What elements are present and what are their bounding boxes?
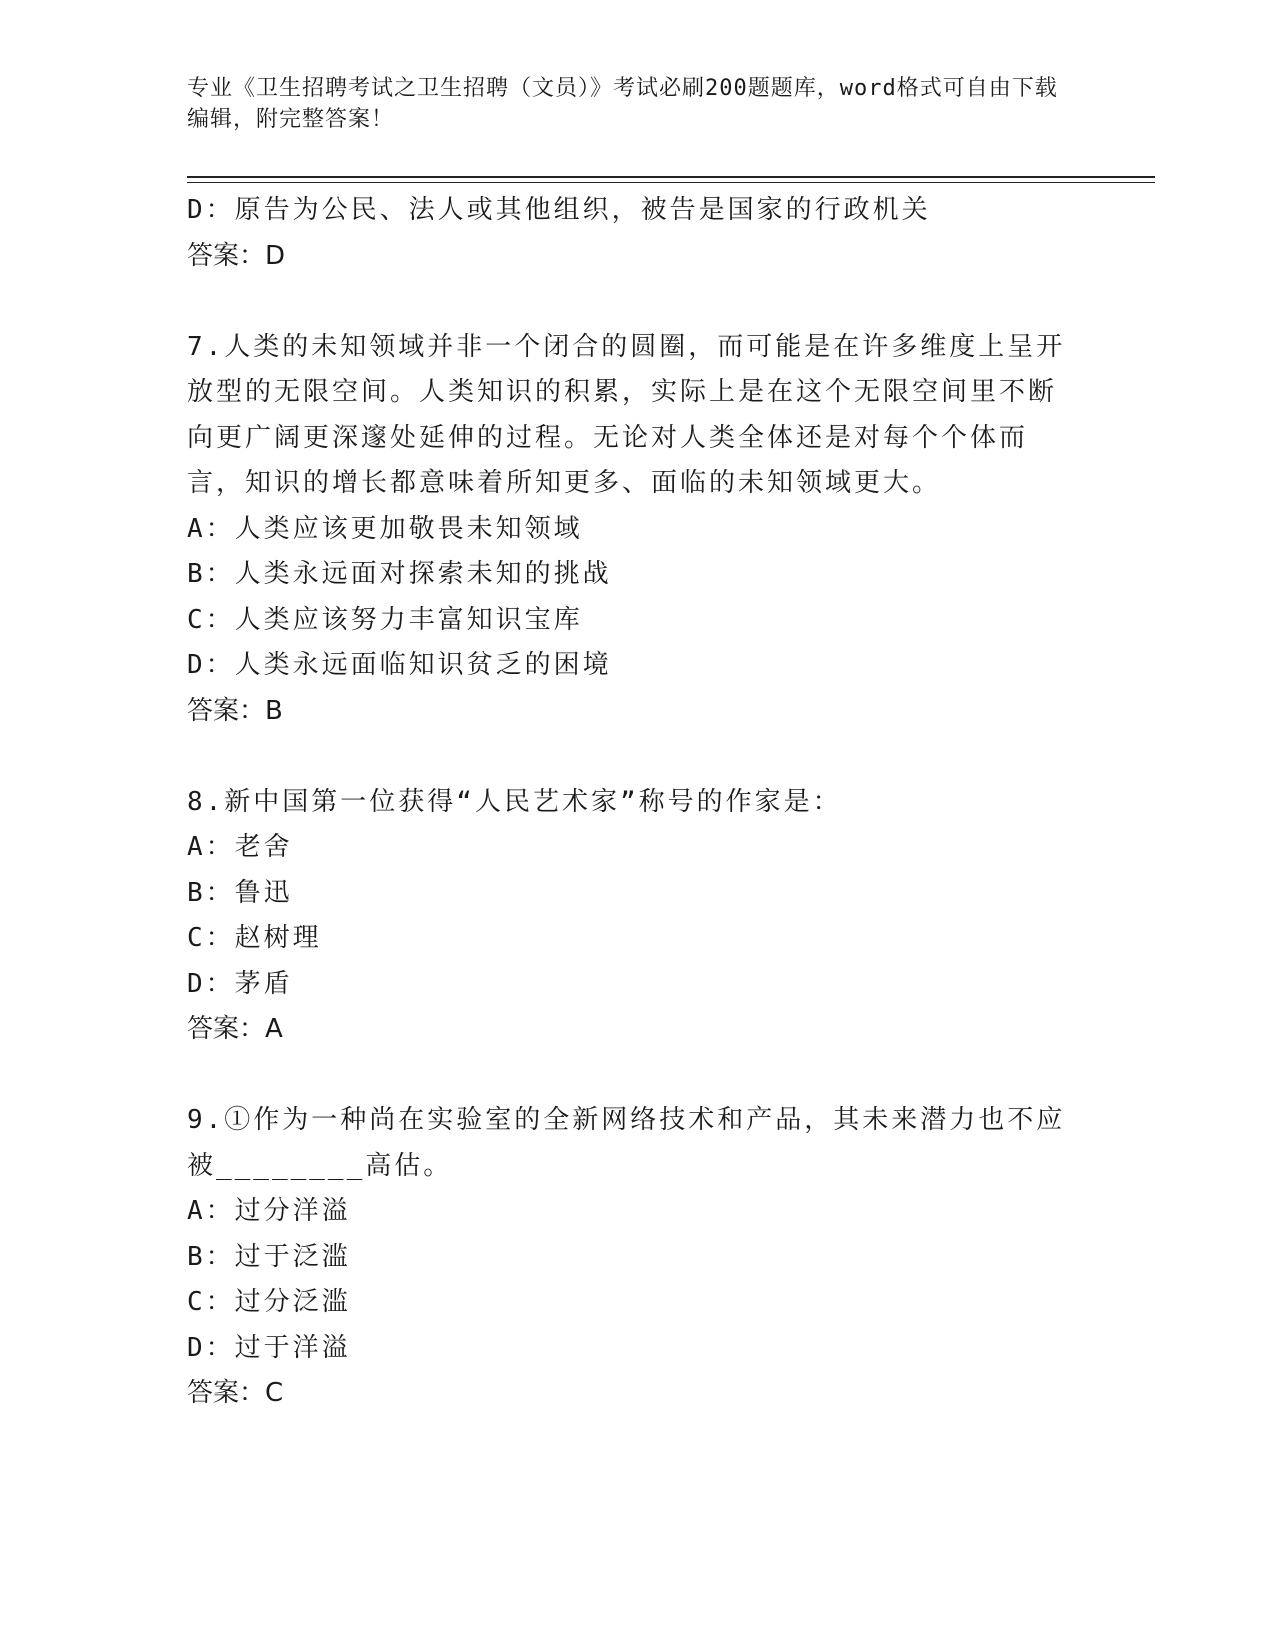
option-c: C：过分泛滥 [187,1287,351,1317]
option-d: D：茅盾 [187,968,293,999]
spacer [187,1053,1067,1099]
option-a: A：过分洋溢 [187,1196,351,1226]
question-stem: 9.①作为一种尚在实验室的全新网络技术和产品，其未来潜力也不应被________高估。 [187,1105,1066,1181]
option-c: C：赵树理 [187,923,322,953]
answer-value: D [265,240,286,271]
question-9 [187,1098,1067,1417]
option-d: D：过于洋溢 [187,1332,351,1363]
header-divider-thick [187,176,1155,178]
question-stem: 7.人类的未知领域并非一个闭合的圆圈，而可能是在许多维度上呈开放型的无限空间。人类知识的积累，实际上是在这个无限空间里不断向更广阔更深邃处延伸的过程。无论对人类全体还是对每个个体而言，知识的增长都意味着所知更多、面临的未知领域更大。 [187,331,1066,498]
header-divider-thin [187,182,1155,183]
answer-value: B [265,695,283,726]
option-b: B：过于泛滥 [187,1241,351,1272]
question-7 [187,325,1067,735]
answer-label: 答案： [187,1378,266,1408]
answer-line [187,1371,1067,1417]
answer-value: C [265,1378,284,1408]
answer-label: 答案： [187,1014,266,1044]
option-d: D：原告为公民、法人或其他组织，被告是国家的行政机关 [187,195,931,225]
answer-value: A [265,1014,283,1044]
spacer [187,279,1067,325]
question-8 [187,780,1067,1053]
option-d: D：人类永远面临知识贫乏的困境 [187,650,612,680]
question-stem: 8.新中国第一位获得“人民艺术家”称号的作家是： [187,786,842,817]
questions-content [187,188,1067,1417]
document-header: 专业《卫生招聘考试之卫生招聘（文员）》考试必刷200题题库，word格式可自由下载编辑，附完整答案！ [187,76,1058,132]
answer-label: 答案： [187,695,266,726]
answer-line [187,234,1067,280]
answer-line [187,689,1067,735]
answer-line [187,1007,1067,1053]
option-b: B：人类永远面对探索未知的挑战 [187,559,612,589]
option-c: C：人类应该努力丰富知识宝库 [187,604,583,635]
question-6 [187,188,1067,279]
option-a: A：人类应该更加敬畏未知领域 [187,513,583,544]
option-b: B：鲁迅 [187,877,293,908]
option-a: A：老舍 [187,832,293,862]
answer-label: 答案： [187,240,266,271]
spacer [187,734,1067,780]
